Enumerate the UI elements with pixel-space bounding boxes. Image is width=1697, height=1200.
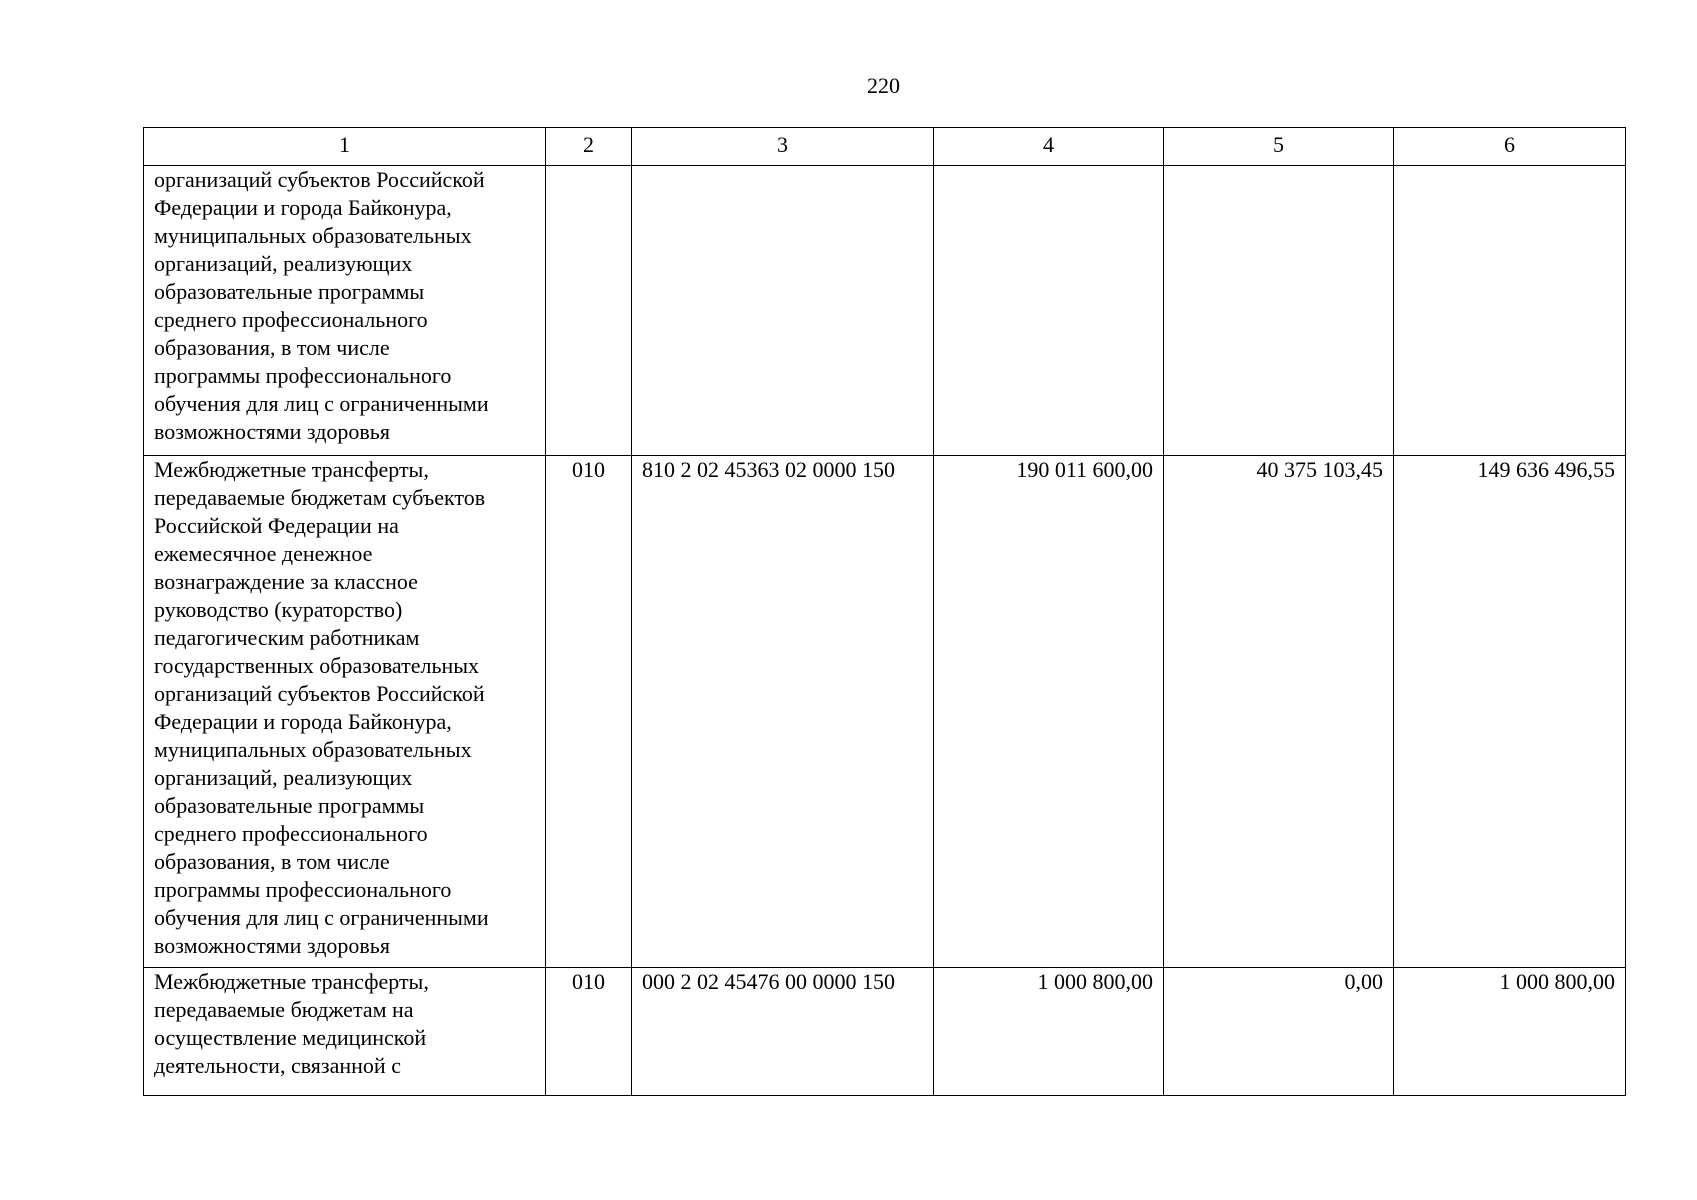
description-line: руководство (кураторство) [154, 597, 403, 622]
description-line: организаций субъектов Российской [154, 681, 485, 706]
row-value-col4: 190 011 600,00 [934, 456, 1164, 968]
row-description [144, 968, 546, 1096]
description-line: образования, в том числе [154, 335, 390, 360]
description-line: вознаграждение за классное [154, 569, 418, 594]
row-budget-classification-code: 000 2 02 45476 00 0000 150 [632, 968, 934, 1096]
row-description [144, 456, 546, 968]
row-value-col6 [1394, 166, 1626, 456]
description-line: Межбюджетные трансферты, [154, 969, 429, 994]
description-line: организаций, реализующих [154, 251, 413, 276]
row-value-col6: 149 636 496,55 [1394, 456, 1626, 968]
description-line: Федерации и города Байконура, [154, 709, 452, 734]
description-line: государственных образовательных [154, 653, 480, 678]
description-line: программы профессионального [154, 363, 452, 388]
description-line: передаваемые бюджетам на [154, 997, 414, 1022]
row-value-col5: 0,00 [1164, 968, 1394, 1096]
description-line: ежемесячное денежное [154, 541, 373, 566]
row-budget-classification-code: 810 2 02 45363 02 0000 150 [632, 456, 934, 968]
description-line: обучения для лиц с ограниченными [154, 391, 489, 416]
row-value-col4 [934, 166, 1164, 456]
page-number: 220 [867, 73, 900, 98]
row-code [546, 166, 632, 456]
column-header-6: 6 [1394, 128, 1626, 166]
table-row [144, 456, 1626, 968]
description-line: обучения для лиц с ограниченными [154, 905, 489, 930]
description-line: передаваемые бюджетам субъектов [154, 485, 486, 510]
description-line: муниципальных образовательных [154, 737, 472, 762]
description-line: осуществление медицинской [154, 1025, 427, 1050]
row-value-col5 [1164, 166, 1394, 456]
column-header-1: 1 [144, 128, 546, 166]
row-value-col5: 40 375 103,45 [1164, 456, 1394, 968]
row-value-col4: 1 000 800,00 [934, 968, 1164, 1096]
description-line: образовательные программы [154, 793, 425, 818]
description-line: Федерации и города Байконура, [154, 195, 452, 220]
description-line: организаций, реализующих [154, 765, 413, 790]
description-line: муниципальных образовательных [154, 223, 472, 248]
row-budget-classification-code [632, 166, 934, 456]
description-line: Российской Федерации на [154, 513, 399, 538]
budget-table [143, 127, 1626, 1096]
description-line: программы профессионального [154, 877, 452, 902]
column-header-4: 4 [934, 128, 1164, 166]
table-header-row [144, 128, 1626, 166]
column-header-3: 3 [632, 128, 934, 166]
description-line: педагогическим работникам [154, 625, 420, 650]
table-row [144, 968, 1626, 1096]
description-line: образования, в том числе [154, 849, 390, 874]
description-line: возможностями здоровья [154, 419, 390, 444]
row-description [144, 166, 546, 456]
description-line: деятельности, связанной с [154, 1053, 401, 1078]
column-header-2: 2 [546, 128, 632, 166]
column-header-5: 5 [1164, 128, 1394, 166]
description-line: организаций субъектов Российской [154, 167, 485, 192]
row-value-col6: 1 000 800,00 [1394, 968, 1626, 1096]
row-code: 010 [546, 456, 632, 968]
row-code: 010 [546, 968, 632, 1096]
description-line: среднего профессионального [154, 821, 428, 846]
table-row [144, 166, 1626, 456]
description-line: среднего профессионального [154, 307, 428, 332]
description-line: Межбюджетные трансферты, [154, 457, 429, 482]
description-line: образовательные программы [154, 279, 425, 304]
description-line: возможностями здоровья [154, 933, 390, 958]
